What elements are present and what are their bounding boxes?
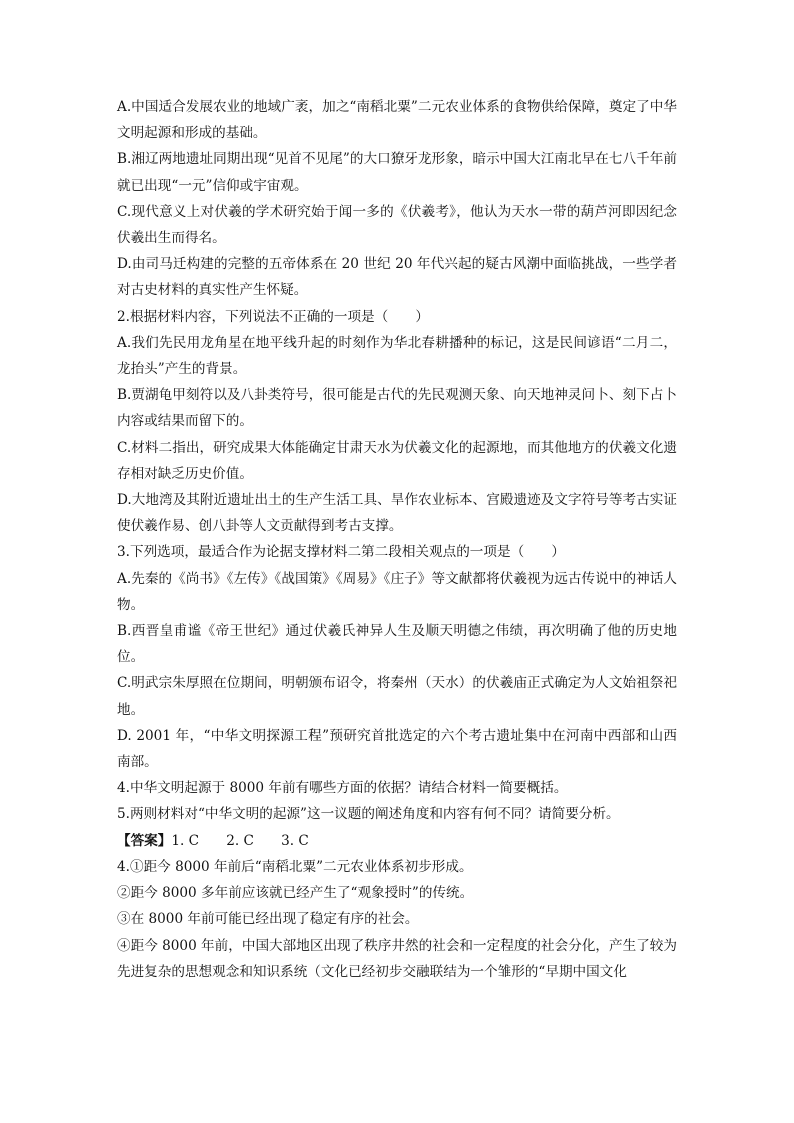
q3-option-c: C.明武宗朱厚照在位期间，明朝颁布诏令，将秦州（天水）的伏羲庙正式确定为人文始祖祭祀地。: [117, 675, 677, 718]
answer-4-point-3: ③在 8000 年前可能已经出现了稳定有序的社会。: [117, 911, 419, 928]
answer-4-point-2: ②距今 8000 多年前应该就已经产生了“观象授时”的传统。: [117, 885, 474, 902]
q2-option-d: D.大地湾及其附近遗址出土的生产生活工具、旱作农业标本、宫殿遗迹及文字符号等考古实证使伏羲作易、创八卦等人文贡献得到考古支撑。: [117, 492, 677, 535]
answer-label: 【答案】: [117, 832, 172, 849]
q1-option-c: C.现代意义上对伏羲的学术研究始于闻一多的《伏羲考》，他认为天水一带的葫芦河即因纪念伏羲出生而得名。: [117, 203, 677, 247]
q1-option-a: A.中国适合发展农业的地域广袤，加之“南稻北粟”二元农业体系的食物供给保障，奠定了中华文明起源和形成的基础。: [117, 99, 677, 142]
q1-option-b: B.湘辽两地遗址同期出现“见首不见尾”的大口獠牙龙形象，暗示中国大江南北早在七八千年前就已出现“一元”信仰或宇宙观。: [117, 151, 677, 194]
answer-choices: 1. C 2. C 3. C: [171, 832, 309, 849]
q3-option-d: D. 2001 年，“中华文明探源工程”预研究首批选定的六个考古遗址集中在河南中西部和山西南部。: [117, 727, 677, 771]
question-3-stem: 3.下列选项，最适合作为论据支撑材料二第二段相关观点的一项是（ ）: [117, 544, 565, 561]
question-4-stem: 4.中华文明起源于 8000 年前有哪些方面的依据？请结合材料一简要概括。: [117, 780, 568, 797]
q3-option-b: B.西晋皇甫谧《帝王世纪》通过伏羲氏神异人生及顺天明德之伟绩，再次明确了他的历史地位。: [117, 623, 677, 666]
answer-4-point-1: 4.①距今 8000 年前后“南稻北粟”二元农业体系初步形成。: [117, 858, 473, 875]
document-page: [117, 94, 677, 985]
q2-option-c: C.材料二指出，研究成果大体能确定甘肃天水为伏羲文化的起源地，而其他地方的伏羲文化遗存相对缺乏历史价值。: [117, 439, 677, 482]
answer-4-point-4: ④距今 8000 年前，中国大部地区出现了秩序井然的社会和一定程度的社会分化，产生了较为先进复杂的思想观念和知识系统（文化已经初步交融联结为一个雏形的“早期中国文化: [117, 937, 677, 980]
q1-option-d: D.由司马迁构建的完整的五帝体系在 20 世纪 20 年代兴起的疑古风潮中面临挑战，一些学者对古史材料的真实性产生怀疑。: [117, 256, 677, 299]
q2-option-a: A.我们先民用龙角星在地平线升起的时刻作为华北春耕播种的标记，这是民间谚语“二月二，龙抬头”产生的背景。: [117, 334, 677, 378]
answer-line: [117, 828, 677, 854]
q3-option-a: A.先秦的《尚书》《左传》《战国策》《周易》《庄子》等文献都将伏羲视为远古传说中的神话人物。: [117, 570, 677, 613]
q2-option-b: B.贾湖龟甲刻符以及八卦类符号，很可能是古代的先民观测天象、向天地神灵问卜、刻下占卜内容或结果而留下的。: [117, 387, 677, 430]
question-2-stem: 2.根据材料内容，下列说法不正确的一项是（ ）: [117, 308, 430, 325]
question-5-stem: 5.两则材料对“中华文明的起源”这一议题的阐述角度和内容有何不同？请简要分析。: [117, 806, 620, 823]
